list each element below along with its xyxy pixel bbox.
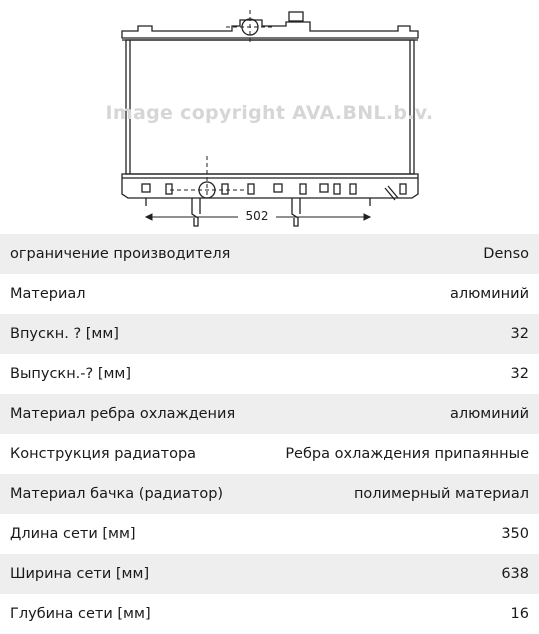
spec-value: 350 — [501, 526, 529, 542]
spec-value: Denso — [483, 246, 529, 262]
spec-value: полимерный материал — [353, 486, 529, 502]
spec-value: 32 — [510, 366, 529, 382]
table-row — [0, 274, 539, 314]
specs-table — [0, 234, 539, 634]
spec-label: Впускн. ? [мм] — [10, 326, 119, 342]
spec-label: Ширина сети [мм] — [10, 566, 150, 582]
table-row — [0, 514, 539, 554]
table-row — [0, 394, 539, 434]
spec-value: 16 — [510, 606, 529, 622]
spec-label: Материал бачка (радиатор) — [10, 486, 224, 502]
table-row — [0, 314, 539, 354]
spec-label: Материал — [10, 286, 86, 302]
spec-label: Глубина сети [мм] — [10, 606, 151, 622]
table-row — [0, 554, 539, 594]
table-row — [0, 594, 539, 634]
spec-value: алюминий — [449, 286, 529, 302]
spec-label: Выпускн.-? [мм] — [10, 366, 132, 382]
radiator-drawing — [0, 0, 539, 234]
table-row — [0, 234, 539, 274]
dimension-label: 502 — [238, 209, 276, 223]
spec-value: Ребра охлаждения припаянные — [285, 446, 529, 462]
spec-label: Длина сети [мм] — [10, 526, 136, 542]
spec-value: 638 — [501, 566, 529, 582]
table-row — [0, 474, 539, 514]
spec-label: Конструкция радиатора — [10, 446, 197, 462]
spec-value: 32 — [510, 326, 529, 342]
watermark-text: Image copyright AVA.BNL.b.v. — [105, 102, 434, 124]
spec-value: алюминий — [449, 406, 529, 422]
table-row — [0, 354, 539, 394]
spec-label: Материал ребра охлаждения — [10, 406, 236, 422]
table-row — [0, 434, 539, 474]
spec-label: ограничение производителя — [10, 246, 231, 262]
